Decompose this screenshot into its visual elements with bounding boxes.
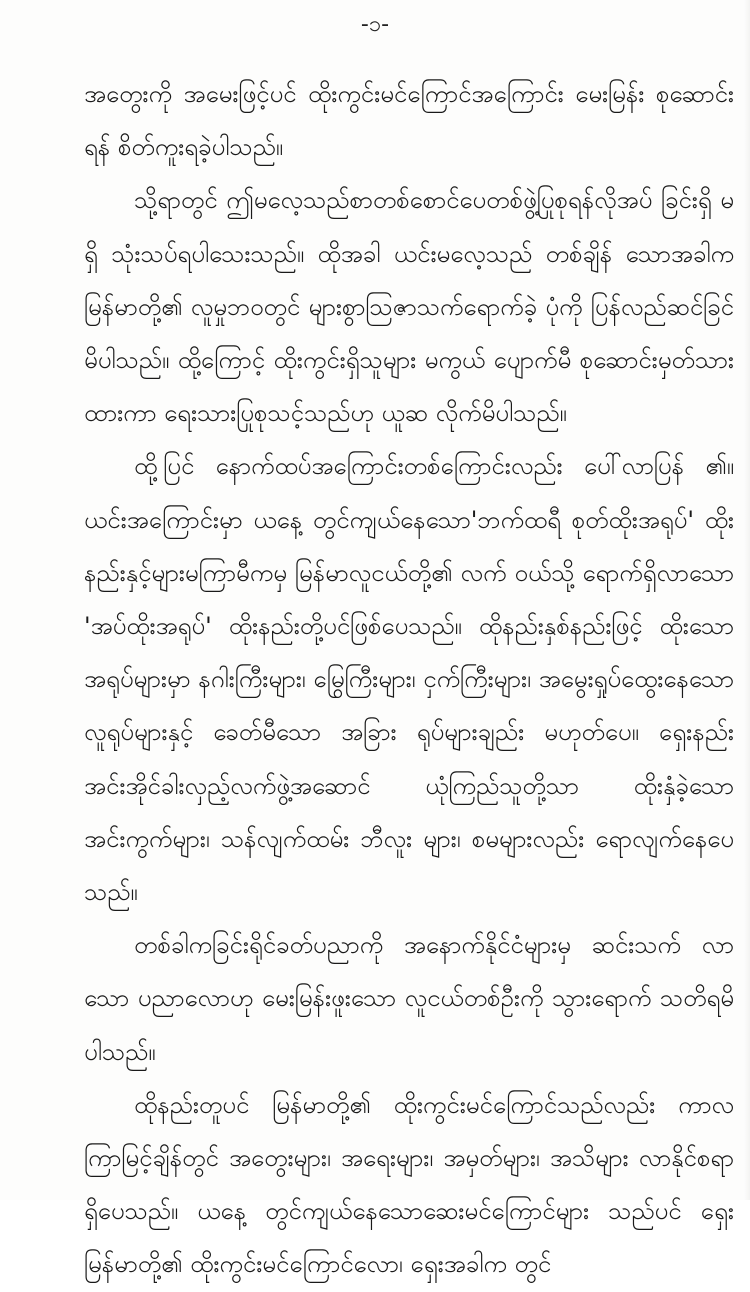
paragraph-4: တစ်ခါကခြင်းရိုင်ခတ်ပညာကို အနောက်နိုင်ငံများမှ ဆင်းသက် လာသော ပညာလောဟု မေးမြန်းဖူးသော လူငယ်တစ်ဦးကို သွားရောက် သတိရမိပါသည်။ [84, 931, 734, 1066]
body-text [84, 68, 734, 1292]
paragraph-2: သို့ရာတွင် ဤမလေ့သည်စာတစ်စောင်ပေတစ်ဖွဲ့ပြုစုရန်လိုအပ် ခြင်းရှိ မရှိ သုံးသပ်ရပါသေးသည်။ ထိုအခါ ယင်းမလေ့သည် တစ်ချိန် သောအခါက မြန်မာတို့၏ လူမှုဘဝတွင် များစွာသြဇာသက်ရောက်ခဲ့ ပုံကို ပြန်လည်ဆင်ခြင်မိပါသည်။ ထို့ကြောင့် ထိုးကွင်းရှိသူများ မကွယ် ပျောက်မီ စုဆောင်းမှတ်သားထားကာ ရေးသားပြုစုသင့်သည်ဟု ယူဆ လိုက်မိပါသည်။ [84, 186, 734, 428]
page-number: -၁- [360, 12, 390, 37]
paragraph-3: ထို့ပြင် နောက်ထပ်အကြောင်းတစ်ကြောင်းလည်း ပေါ်လာပြန် ၏။ ယင်းအကြောင်းမှာ ယနေ့ တွင်ကျယ်နေသော'ဘက်ထရီ စုတ်ထိုးအရုပ်' ထိုးနည်းနှင့်များမကြာမီကမှ မြန်မာလူငယ်တို့၏ လက် ဝယ်သို့ ရောက်ရှိလာသော 'အပ်ထိုးအရုပ်' ထိုးနည်းတို့ပင်ဖြစ်ပေသည်။ ထိုနည်းနှစ်နည်းဖြင့် ထိုးသောအရုပ်များမှာ နဂါးကြီးများ၊ မြွေကြီးများ၊ ငှက်ကြီးများ၊ အမွေးရှုပ်ထွေးနေသောလူရုပ်များနှင့် ခေတ်မီသော အခြား ရုပ်များချည်း မဟုတ်ပေ။ ရှေးနည်း အင်းအိုင်ခါးလှည့်လက်ဖွဲ့အဆောင် ယုံကြည်သူတို့သာ ထိုးနှံခဲ့သော အင်းကွက်များ၊ သန်လျက်ထမ်း ဘီလူး များ၊ စမများလည်း ရောလျက်နေပေသည်။ [84, 452, 734, 907]
paragraph-1: အတွေးကို အမေးဖြင့်ပင် ထိုးကွင်းမင်ကြောင်အကြောင်း မေးမြန်း စုဆောင်းရန် စိတ်ကူးရခဲ့ပါသည်။ [84, 80, 734, 162]
paragraph-5: ထိုနည်းတူပင် မြန်မာတို့၏ ထိုးကွင်းမင်ကြောင်သည်လည်း ကာလကြာမြင့်ချိန်တွင် အတွေးများ၊ အရေးများ၊ အမှတ်များ၊ အသိများ လာနိုင်စရာရှိပေသည်။ ယနေ့ တွင်ကျယ်နေသောဆေးမင်ကြောင်များ သည်ပင် ရှေးမြန်မာတို့၏ ထိုးကွင်းမင်ကြောင်လော၊ ရှေးအခါက တွင် [84, 1090, 734, 1279]
paper-edge [744, 0, 750, 1200]
